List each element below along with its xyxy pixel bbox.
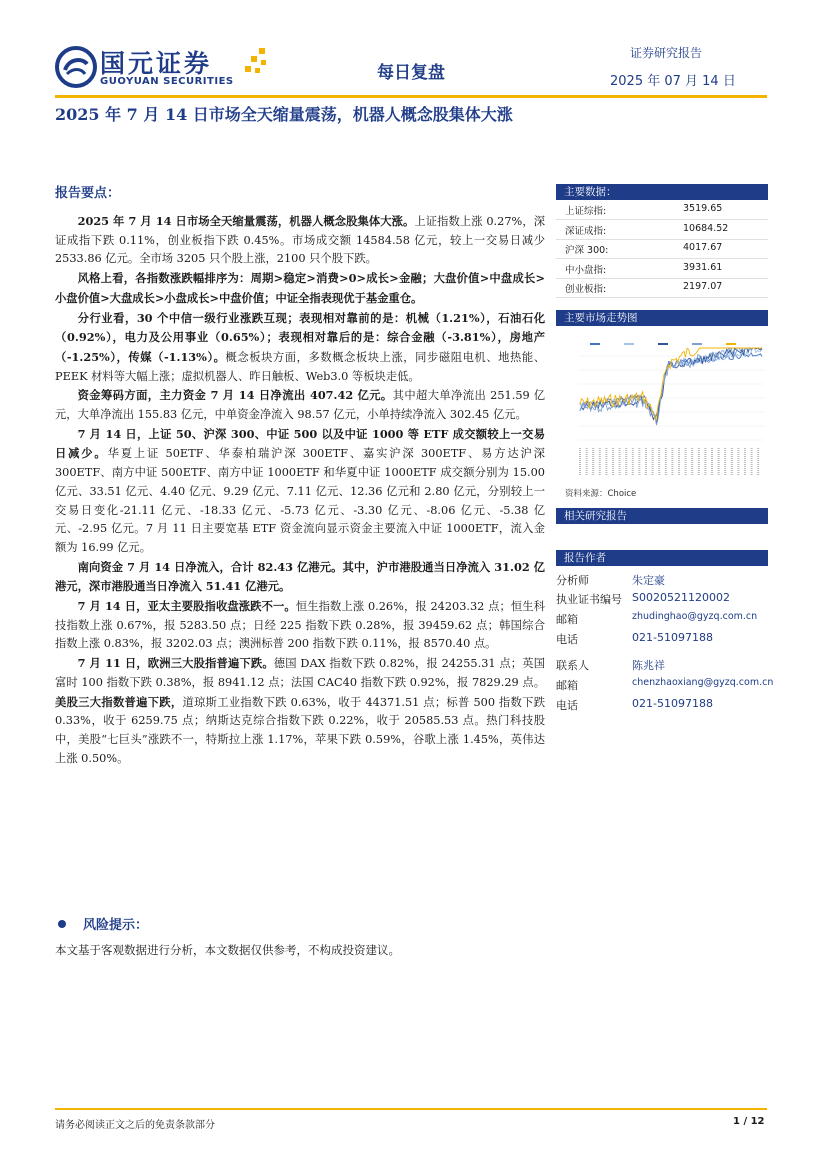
paragraph: 2025 年 7 月 14 日市场全天缩量震荡，机器人概念股集体大涨。上证指数上涨 0.27%，深证成指下跌 0.11%，创业板指下跌 0.45%。市场成交额 14584.58 亿元，较上一交易日减少 2533.86 亿元。全市场 3205 只个股上涨，2100 只个股下跌。	[55, 214, 545, 266]
page-number: 1 / 12	[733, 1116, 765, 1127]
author-row	[556, 631, 768, 647]
paragraph: 分行业看，30 个中信一级行业涨跌互现；表现相对靠前的是：机械（1.21%），石油石化（0.92%），电力及公用事业（0.65%）；表现相对靠后的是：综合金融（-3.81%），房地产（-1.25%），传媒（-1.13%）。概念板块方面，多数概念板块上涨，同步磁阻电机、地热能、PEEK 材料等大幅上涨；虚拟机器人、昨日触板、Web3.0 等板块走低。	[55, 310, 545, 383]
author-key: 邮箱	[556, 679, 578, 692]
chart-lines	[580, 348, 762, 425]
risk-text: 本文基于客观数据进行分析，本文数据仅供参考，不构成投资建议。	[55, 943, 400, 957]
paragraph: 7 月 11 日，欧洲三大股指普遍下跌。德国 DAX 指数下跌 0.82%，报 24255.31 点；英国富时 100 指数下跌 0.38%，报 8941.12 点；法国 CAC40 指数下跌 0.92%，报 7829.29 点。美股三大指数普遍下跌，道琼斯工业指数下跌 0.63%，收于 44371.51 点；标普 500 指数下跌 0.33%，收于 6259.75 点；纳斯达克综合指数下跌 0.22%，收于 20585.53 点。热门科技股中，美股“七巨头”涨跌不一，特斯拉上涨 1.17%，苹果下跌 0.59%，谷歌上涨 1.45%，英伟达上涨 0.50%。	[55, 656, 545, 765]
row-divider	[556, 219, 768, 220]
series-line	[580, 348, 762, 425]
main-data-value: 10684.52	[683, 222, 729, 234]
bullet-icon	[58, 920, 66, 928]
author-key: 电话	[556, 699, 578, 712]
author-key: 邮箱	[556, 613, 578, 626]
author-value: chenzhaoxiang@gyzq.com.cn	[632, 677, 774, 688]
logo-mark-icon	[55, 46, 97, 88]
author-row	[556, 697, 768, 713]
summary-body	[55, 212, 545, 768]
author-key: 执业证书编号	[556, 593, 622, 606]
header-divider	[55, 95, 767, 98]
paragraph: 南向资金 7 月 14 日净流入，合计 82.43 亿港元。其中，沪市港股通当日净流入 31.02 亿港元，深市港股通当日净流入 51.41 亿港元。	[55, 559, 545, 594]
footer-divider	[55, 1108, 767, 1110]
related-heading: 相关研究报告	[556, 508, 768, 524]
risk-heading: 风险提示：	[83, 918, 149, 933]
chart-source: 资料来源：Choice	[565, 489, 637, 499]
main-data-heading: 主要数据：	[556, 184, 768, 200]
main-data-value: 2197.07	[683, 281, 723, 293]
author-row	[556, 611, 768, 627]
author-value: 陈兆祥	[632, 659, 665, 672]
main-data-value: 4017.67	[683, 242, 723, 254]
logo-accent-icon	[241, 46, 271, 86]
author-key: 分析师	[556, 574, 589, 587]
paragraph: 资金筹码方面，主力资金 7 月 14 日净流出 407.42 亿元。其中超大单净流出 251.59 亿元，大单净流出 155.83 亿元，中单资金净流入 98.57 亿元，小单持续净流入 302.45 亿元。	[55, 388, 545, 422]
footer-disclaimer: 请务必阅读正文之后的免责条款部分	[55, 1120, 215, 1131]
series-line	[580, 348, 762, 424]
report-title: 2025 年 7 月 14 日市场全天缩量震荡，机器人概念股集体大涨	[55, 105, 513, 124]
row-divider	[556, 297, 768, 298]
summary-heading: 报告要点：	[55, 186, 121, 201]
author-value: S0020521120002	[632, 591, 730, 604]
main-data-key: 深证成指:	[565, 225, 607, 237]
author-row	[556, 591, 768, 607]
author-key: 电话	[556, 633, 578, 646]
main-data-key: 沪深 300:	[565, 245, 609, 257]
chart-x-ticks	[580, 448, 758, 476]
author-row	[556, 677, 774, 693]
main-data-value: 3519.65	[683, 203, 723, 214]
main-data-key: 中小盘指:	[565, 264, 607, 276]
author-row	[556, 572, 768, 588]
author-value: 021-51097188	[632, 697, 713, 710]
author-row	[556, 657, 768, 673]
row-divider	[556, 278, 768, 279]
row-divider	[556, 239, 768, 240]
paragraph: 7 月 14 日，亚太主要股指收盘涨跌不一。恒生指数上涨 0.26%，报 24203.32 点；恒生科技指数上涨 0.67%，报 5283.50 点；日经 225 指数下跌 0.28%，报 39459.62 点；韩国综合指数上涨 0.83%，报 3202.03 点；澳洲标普 200 指数下跌 0.11%，报 8570.40 点。	[55, 599, 545, 651]
paragraph: 7 月 14 日，上证 50、沪深 300、中证 500 以及中证 1000 等 ETF 成交额较上一交易日减少。华夏上证 50ETF、华泰柏瑞沪深 300ETF、嘉实沪深 300ETF、易方达沪深 300ETF、南方中证 500ETF、南方中证 1000ETF 和华夏中证 1000ETF 成交额分别为 15.00 亿元、33.51 亿元、4.40 亿元、9.29 亿元、7.11 亿元、12.36 亿元和 2.80 亿元，分别较上一交易日变化-21.11 亿元、-18.33 亿元、-5.73 亿元、-3.30 亿元、-8.06 亿元、-5.38 亿元、-2.95 亿元。7 月 11 日主要宽基 ETF 资金流向显示资金主要流入中证 1000ETF，流入金额为 16.99 亿元。	[55, 426, 545, 554]
series-line	[580, 348, 762, 423]
logo-text-cn: 国元证券	[100, 49, 213, 78]
author-value: 021-51097188	[632, 631, 713, 644]
main-data-value: 3931.61	[683, 261, 723, 273]
report-type: 证券研究报告	[630, 46, 703, 60]
row-divider	[556, 258, 768, 259]
paragraph: 风格上看，各指数涨跌幅排序为：周期>稳定>消费>0>成长>金融；大盘价值>中盘成长>小盘价值>大盘成长>小盘成长>中盘价值；中证全指表现优于基金重仓。	[55, 271, 545, 305]
daily-label: 每日复盘	[377, 63, 445, 83]
author-value: zhudinghao@gyzq.com.cn	[632, 611, 758, 622]
main-data-key: 上证综指:	[565, 206, 607, 217]
author-heading: 报告作者	[556, 550, 768, 566]
trend-heading: 主要市场走势图	[556, 310, 768, 326]
logo-text-en: GUOYUAN SECURITIES	[100, 76, 234, 87]
market-trend-chart	[560, 334, 766, 484]
main-data-key: 创业板指:	[565, 284, 607, 296]
report-date: 2025 年 07 月 14 日	[610, 74, 736, 89]
author-key: 联系人	[556, 659, 589, 672]
author-value: 朱定豪	[632, 574, 665, 587]
